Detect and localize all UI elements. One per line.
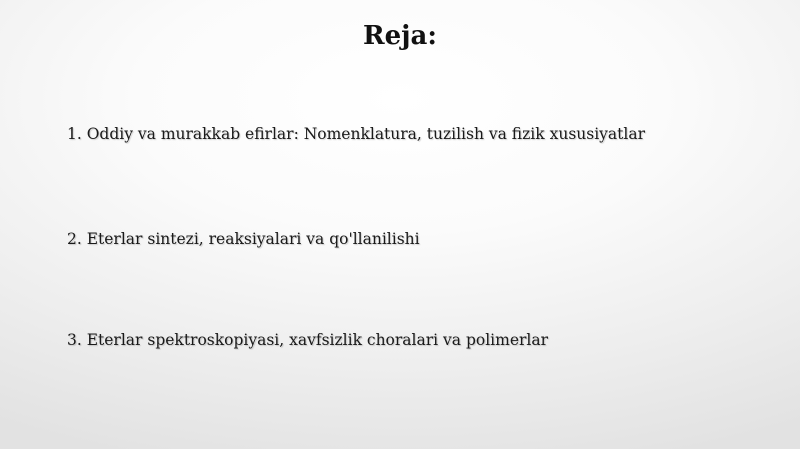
slide-title: Reja: bbox=[362, 21, 437, 51]
plan-item-2: 2. Eterlar sintezi, reaksiyalari va qo'llanilishi bbox=[67, 230, 420, 248]
plan-item-1: 1. Oddiy va murakkab efirlar: Nomenklatura, tuzilish va fizik xususiyatlar bbox=[67, 125, 645, 143]
plan-item-3: 3. Eterlar spektroskopiyasi, xavfsizlik choralari va polimerlar bbox=[67, 331, 549, 349]
